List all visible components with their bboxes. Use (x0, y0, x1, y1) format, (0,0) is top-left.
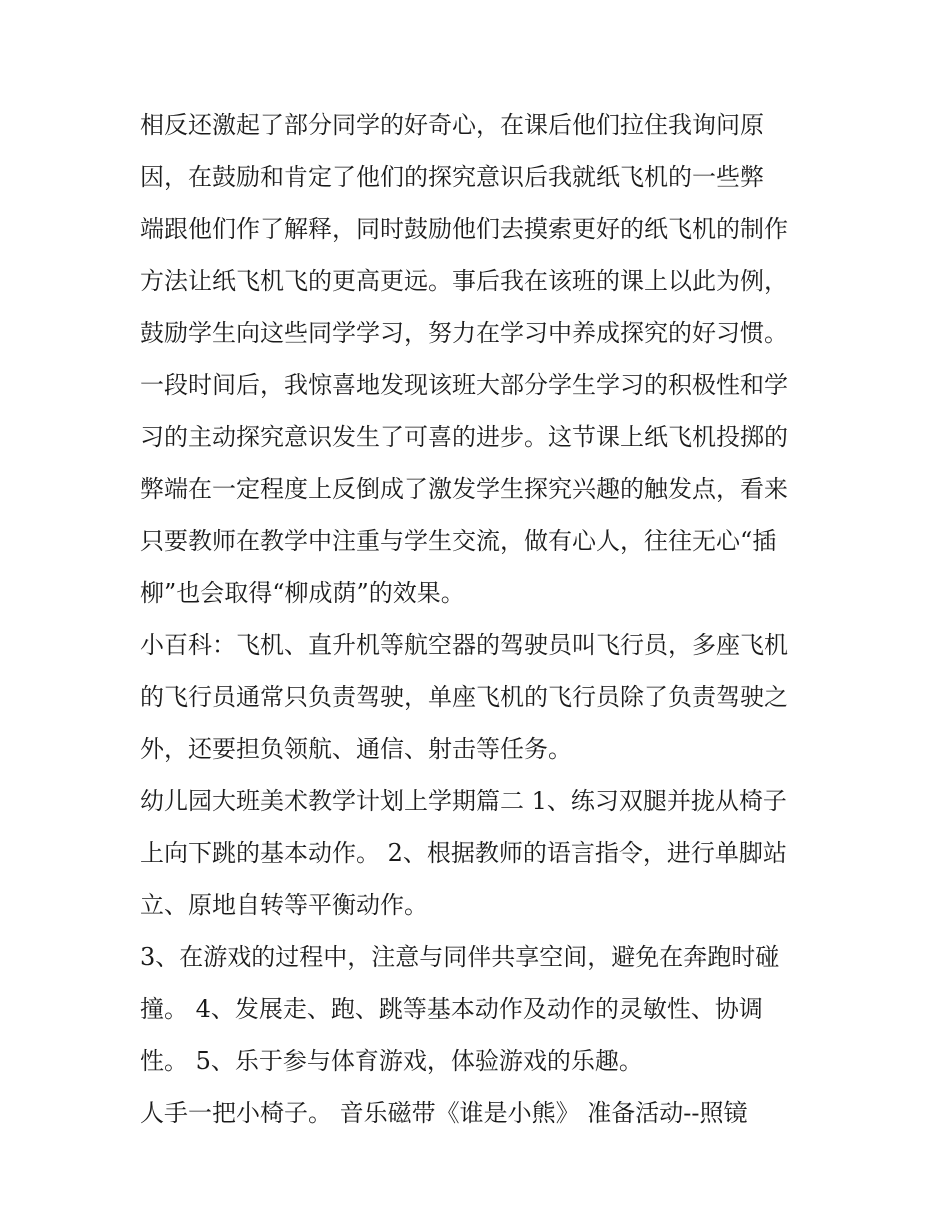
text-line: 性。 5、乐于参与体育游戏，体验游戏的乐趣。 (140, 1047, 643, 1075)
text-line: 因，在鼓励和肯定了他们的探究意识后我就纸飞机的一些弊 (140, 163, 764, 191)
text-line: 外，还要担负领航、通信、射击等任务。 (140, 735, 572, 763)
text-line: 弊端在一定程度上反倒成了激发学生探究兴趣的触发点，看来 (140, 475, 788, 503)
text-line: 人手一把小椅子。 音乐磁带《谁是小熊》 准备活动--照镜 (140, 1099, 748, 1127)
text-line: 鼓励学生向这些同学学习，努力在学习中养成探究的好习惯。 (140, 319, 788, 347)
text-line: 习的主动探究意识发生了可喜的进步。这节课上纸飞机投掷的 (140, 423, 788, 451)
text-line: 端跟他们作了解释，同时鼓励他们去摸索更好的纸飞机的制作 (140, 215, 788, 243)
text-line: 的飞行员通常只负责驾驶，单座飞机的飞行员除了负责驾驶之 (140, 683, 788, 711)
text-line: 相反还激起了部分同学的好奇心，在课后他们拉住我询问原 (140, 111, 764, 139)
text-line: 只要教师在教学中注重与学生交流，做有心人，往往无心“插 (140, 527, 777, 555)
text-line: 柳”也会取得“柳成荫”的效果。 (140, 579, 465, 607)
text-line: 撞。 4、发展走、跑、跳等基本动作及动作的灵敏性、协调 (140, 995, 763, 1023)
text-line: 小百科：飞机、直升机等航空器的驾驶员叫飞行员，多座飞机 (140, 631, 788, 659)
text-line: 一段时间后，我惊喜地发现该班大部分学生学习的积极性和学 (140, 371, 788, 399)
text-line: 立、原地自转等平衡动作。 (140, 891, 428, 919)
text-line: 3、在游戏的过程中，注意与同伴共享空间，避免在奔跑时碰 (140, 943, 780, 971)
text-line: 上向下跳的基本动作。 2、根据教师的语言指令，进行单脚站 (140, 839, 787, 867)
text-line: 方法让纸飞机飞的更高更远。事后我在该班的课上以此为例， (140, 267, 788, 295)
text-line: 幼儿园大班美术教学计划上学期篇二 1、练习双腿并拢从椅子 (140, 787, 787, 815)
